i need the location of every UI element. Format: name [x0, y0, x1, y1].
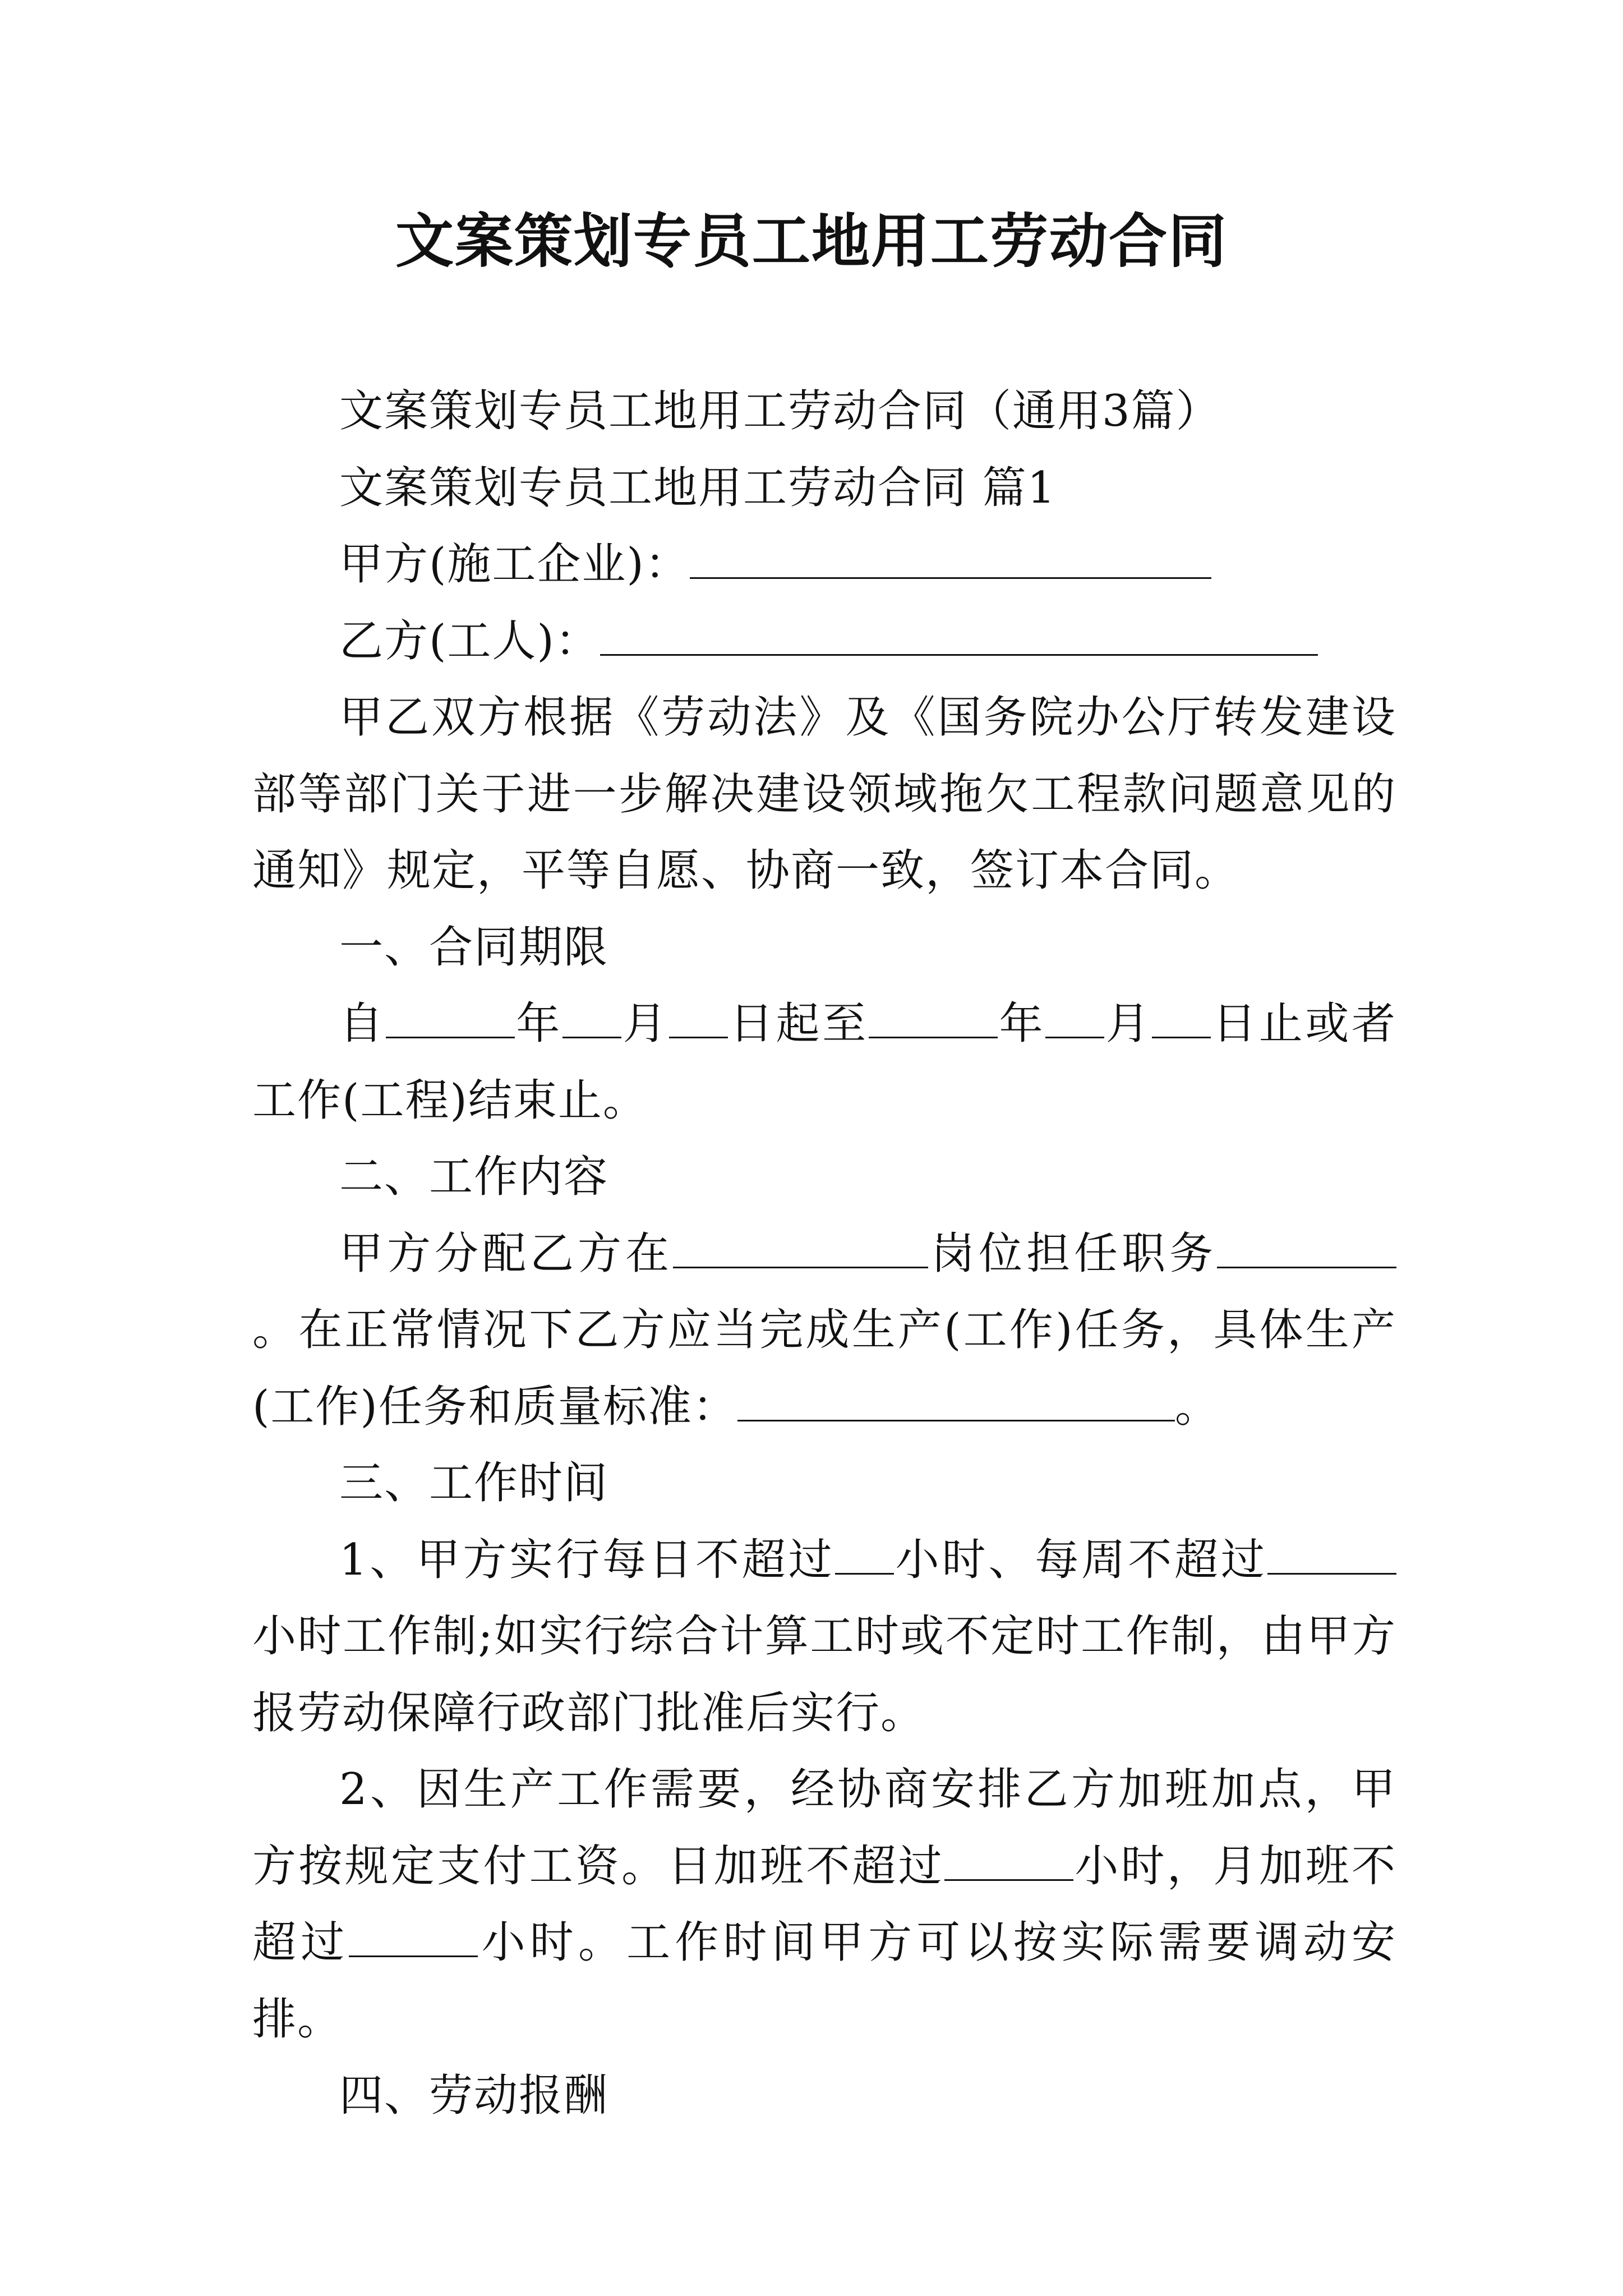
- party-a-label: 甲方(施工企业)：: [339, 539, 690, 590]
- work-time-text: 1、甲方实行每日不超过: [339, 1534, 835, 1585]
- party-b-line: [252, 603, 1396, 680]
- term-text: 年: [997, 999, 1046, 1049]
- post-blank: [673, 1234, 928, 1268]
- work-time-text: 小时。工作时间甲方可以按实际需要调动安排。: [252, 1917, 1396, 2045]
- weekly-hours-blank: [1267, 1540, 1396, 1575]
- work-time-paragraph-2: [252, 1751, 1396, 2058]
- work-time-heading: 三、工作时间: [339, 1458, 609, 1508]
- end-year-blank: [869, 1004, 998, 1038]
- party-a-line: [252, 526, 1396, 603]
- remuneration-heading: 四、劳动报酬: [339, 2070, 609, 2121]
- party-a-blank: [690, 545, 1211, 579]
- start-day-blank: [669, 1004, 728, 1038]
- work-time-text: 小时、每周不超过: [893, 1534, 1267, 1585]
- term-text: 日起至: [728, 999, 869, 1049]
- term-paragraph: [252, 986, 1396, 1139]
- duty-blank: [1217, 1234, 1396, 1268]
- work-time-paragraph-1: [252, 1522, 1396, 1752]
- work-time-text: 小时工作制;如实行综合计算工时或不定时工作制，由甲方报劳动保障行政部门批准后实行。: [252, 1611, 1396, 1738]
- work-time-text: 小时，月加班不超过: [252, 1841, 1396, 1968]
- section-heading: 文案策划专员工地用工劳动合同 篇1: [339, 462, 1057, 513]
- term-text: 年: [514, 999, 562, 1049]
- term-text: 月: [621, 999, 670, 1049]
- work-content-text: 岗位担任职务: [928, 1228, 1217, 1279]
- term-text: 自: [339, 999, 386, 1049]
- work-content-paragraph: [252, 1216, 1396, 1446]
- work-time-text: 2、因生产工作需要，经协商安排乙方加班加点，甲方按规定支付工资。日加班不超过: [252, 1764, 1396, 1892]
- start-year-blank: [386, 1004, 515, 1038]
- work-content-text: 。: [1174, 1381, 1220, 1432]
- end-month-blank: [1045, 1004, 1104, 1038]
- document-title: 文案策划专员工地用工劳动合同: [395, 206, 1228, 275]
- daily-overtime-blank: [944, 1847, 1073, 1881]
- term-text: 日止或者工作(工程)结束止。: [252, 999, 1396, 1126]
- work-content-text: 。在正常情况下乙方应当完成生产(工作)任务，具体生产(工作)任务和质量标准：: [252, 1305, 1396, 1432]
- work-content-text: 甲方分配乙方在: [339, 1228, 673, 1279]
- term-text: 月: [1104, 999, 1152, 1049]
- party-b-label: 乙方(工人)：: [339, 615, 600, 666]
- document-subtitle: 文案策划专员工地用工劳动合同（通用3篇）: [339, 386, 1221, 436]
- intro-paragraph: 甲乙双方根据《劳动法》及《国务院办公厅转发建设部等部门关于进一步解决建设领域拖欠工程款问题意见的通知》规定，平等自愿、协商一致，签订本合同。: [252, 692, 1396, 896]
- daily-hours-blank: [835, 1540, 894, 1575]
- document-body: [252, 373, 1396, 2134]
- end-day-blank: [1152, 1004, 1211, 1038]
- monthly-overtime-blank: [349, 1923, 478, 1957]
- start-month-blank: [562, 1004, 621, 1038]
- work-content-heading: 二、工作内容: [339, 1152, 609, 1202]
- term-heading: 一、合同期限: [339, 922, 609, 973]
- quality-standard-blank: [737, 1387, 1175, 1421]
- party-b-blank: [600, 622, 1318, 656]
